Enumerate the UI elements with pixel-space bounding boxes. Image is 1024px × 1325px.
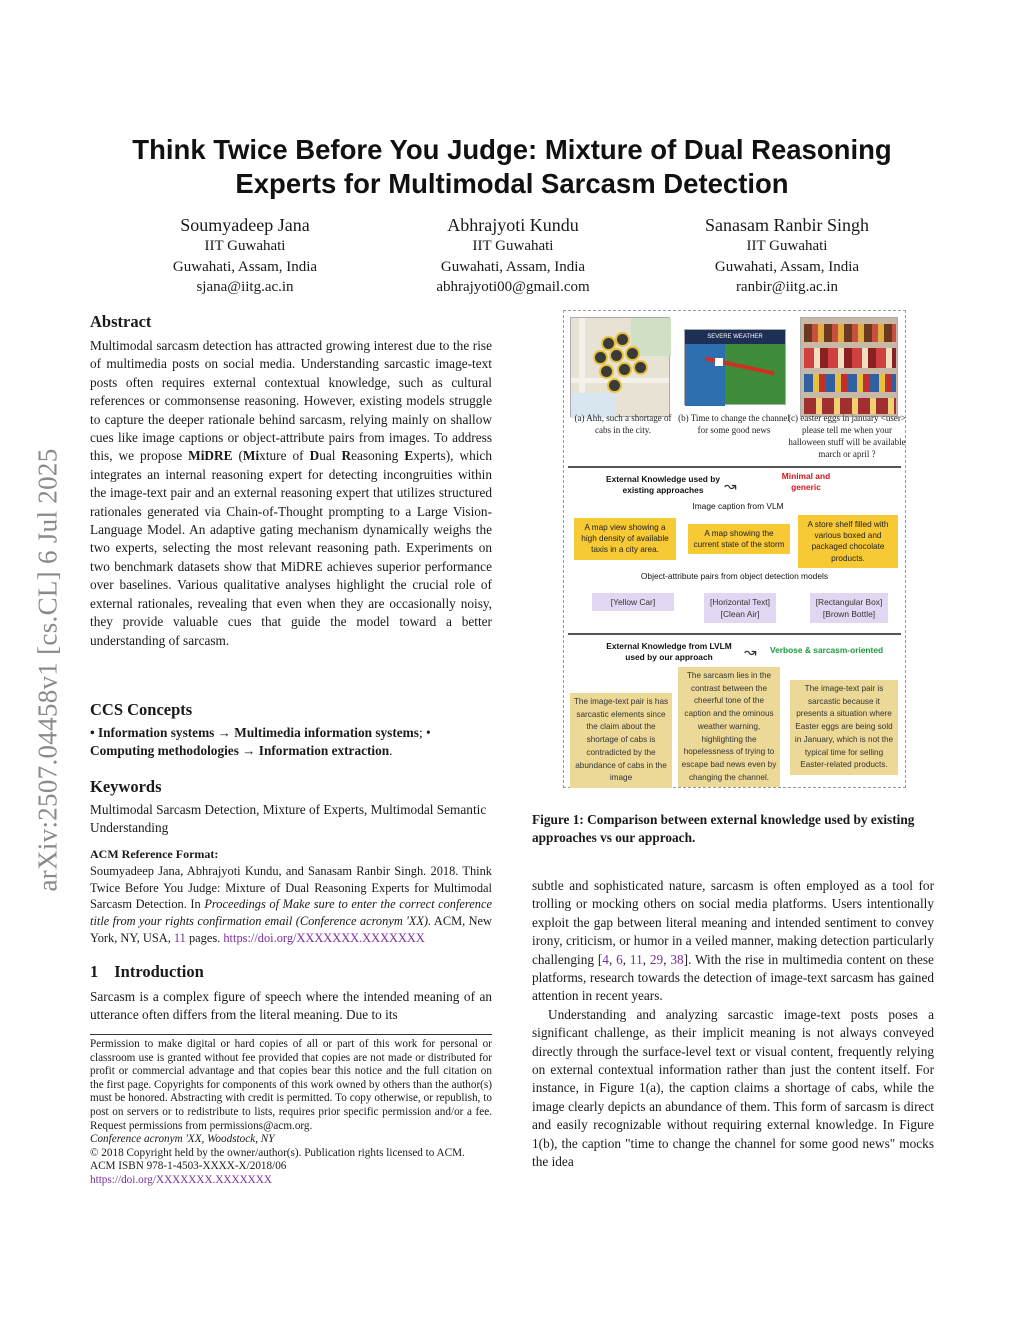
- permission-notice: Permission to make digital or hard copies of all or part of this work for personal or classroom use is granted without fee provided that copies are not made or distributed for profit or commercial advantage and that copies bear this notice and the full citation on the first page. Copyrights for components of this work owned by others than the author(s) must be honored. Abstracting with credit is permitted. To copy otherwise, or republish, to post on servers or to redistribute to lists, requires prior specific permission and/or a fee. Request permissions from permissions@acm.org.: [90, 1038, 492, 1132]
- curved-arrow-icon: ↝: [744, 643, 757, 661]
- intro-heading: 1 Introduction: [90, 962, 204, 981]
- ext-knowledge-label: External Knowledge used by existing approaches: [605, 474, 721, 495]
- image-c-shelf: [800, 317, 898, 417]
- author-affiliation: IIT Guwahati: [472, 238, 554, 254]
- author-email: abhrajyoti00@gmail.com: [436, 279, 590, 295]
- keywords-heading: Keywords: [90, 777, 162, 796]
- lvlm-rationale-c: The image-text pair is sarcastic because it presents a situation where Easter eggs are being sold in January, which is not the typical time for selling Easter-related products.: [790, 680, 898, 775]
- author-3: [657, 214, 917, 298]
- acm-ref-heading: ACM Reference Format:: [90, 847, 219, 861]
- image-b-weather: [684, 329, 786, 405]
- intro-continued: [532, 877, 934, 1172]
- citation-link[interactable]: 38: [670, 951, 684, 967]
- author-1: [115, 214, 375, 298]
- ccs-heading: CCS Concepts: [90, 700, 193, 719]
- verbose-label: Verbose & sarcasm-oriented: [770, 645, 884, 655]
- footnote-doi-link[interactable]: https://doi.org/XXXXXXX.XXXXXXX: [90, 1173, 272, 1186]
- title-line-1: Think Twice Before You Judge: Mixture of Dual Reasoning: [132, 134, 892, 165]
- keywords-text: Multimodal Sarcasm Detection, Mixture of Experts, Multimodal Semantic Understanding: [90, 802, 487, 836]
- pages-link[interactable]: 11: [173, 930, 186, 945]
- intro-text-left: Sarcasm is a complex figure of speech where the intended meaning of an utterance often differs from the literal meaning. Due to its: [90, 989, 492, 1023]
- footnote-rule: [90, 1034, 492, 1035]
- intro-para-2: Understanding and analyzing sarcastic image-text posts poses a significant challenge, as their implicit meaning is not always conveyed directly through the surface-level text or visual content, frequently relying on external contextual information rather than just the content itself. For instance, in Figure 1(a), the caption claims a shortage of cabs, while the image clearly depicts an abundance of them. This form of sarcasm is direct and easily recognizable without requiring external knowledge. In Figure 1(b), the caption "time to change the channel for some good news" mocks the idea: [532, 1006, 934, 1170]
- author-name: Abhrajyoti Kundu: [447, 215, 579, 235]
- object-attribute-label: Object-attribute pairs from object detection models: [640, 571, 829, 581]
- lvlm-rationale-a: The image-text pair is has sarcastic elements since the claim about the shortage of cabs is contradicted by the abundance of cabs in the image: [570, 693, 672, 788]
- acm-ref-text: Soumyadeep Jana, Abhrajyoti Kundu, and Sanasam Ranbir Singh. 2018. Think Twice Before You Judge: Mixture of Dual Reasoning Experts for Multimodal Sarcasm Detection. In Proceedings of Make sure to enter the correct conference title from your rights confirmation email (Conference acronym 'XX). ACM, New York, NY, USA, 11 pages. https://doi.org/XXXXXXX.XXXXXXX: [90, 863, 492, 945]
- intro-section: [90, 962, 492, 1025]
- curved-arrow-icon: ↝: [724, 477, 737, 495]
- figure-separator-1: [568, 466, 901, 468]
- arxiv-id: arXiv:2507.04458v1 [cs.CL] 6 Jul 2025: [32, 448, 63, 892]
- intro-para-1: subtle and sophisticated nature, sarcasm is often employed as a tool for trolling or mocking others on social media platforms. Users intentionally exploit the gap between literal meaning and intended sentiment to convey irony, criticism, or humor in a veiled manner, making detection particularly challenging [4, 6, 11, 29, 38]. With the rise in multimedia content on these platforms, research towards the detection of image-text sarcasm has gained attention in recent years.: [532, 878, 934, 1004]
- keywords-section: [90, 777, 492, 838]
- citation-link[interactable]: 29: [649, 951, 664, 967]
- abstract-heading: Abstract: [90, 312, 152, 331]
- author-location: Guwahati, Assam, India: [440, 258, 586, 275]
- figure-1: [563, 310, 906, 788]
- vlm-caption-a: A map view showing a high density of available taxis in a city area.: [574, 518, 676, 560]
- lvlm-rationale-b: The sarcasm lies in the contrast between the cheerful tone of the caption and the ominous weather warning, highlighting the hopelessness of trying to escape bad news even by changing the channel.: [678, 667, 780, 787]
- ccs-text: • Information systems → Multimedia information systems; • Computing methodologies → Information extraction.: [90, 725, 431, 759]
- caption-b: (b) Time to change the channel for some good news: [678, 413, 790, 435]
- author-name: Sanasam Ranbir Singh: [705, 215, 869, 235]
- author-2: [383, 214, 643, 298]
- tv-banner: SEVERE WEATHER: [685, 330, 785, 344]
- image-a-map: [570, 317, 670, 417]
- obj-pair-b: [Horizontal Text] [Clean Air]: [704, 593, 776, 623]
- author-affiliation: IIT Guwahati: [746, 238, 828, 254]
- author-email: sjana@iitg.ac.in: [196, 279, 294, 295]
- figure-1-caption: Figure 1: Comparison between external knowledge used by existing approaches vs our approach.: [532, 812, 915, 846]
- caption-c: (c) easter eggs in january <user> please tell me when your halloween stuff will be available march or april ?: [788, 413, 906, 459]
- vlm-caption-c: A store shelf filled with various boxed and packaged chocolate products.: [798, 515, 898, 568]
- caption-a: (a) Ahh, such a shortage of cabs in the city.: [574, 413, 672, 435]
- author-location: Guwahati, Assam, India: [172, 258, 318, 275]
- doi-link[interactable]: https://doi.org/XXXXXXX.XXXXXXX: [223, 930, 425, 945]
- abstract-text: Multimodal sarcasm detection has attracted growing interest due to the rise of multimedia posts on social media. Understanding sarcastic image-text posts often requires external contextual knowledge, such as cultural references or commonsense reasoning. However, existing models struggle to capture the deeper rationale behind sarcasm, relying mainly on shallow cues like image captions or object-attribute pairs from images. To address this, we propose MiDRE (Mixture of Dual Reasoning Experts), which integrates an internal reasoning expert for detecting incongruities within the image-text pair and an external reasoning expert that utilizes structured rationales generated via Chain-of-Thought prompting to a Large Vision-Language Model. An adaptive gating mechanism dynamically weighs the two experts, selecting the most relevant reasoning path. Experiments on two benchmark datasets show that MiDRE achieves superior performance over baselines. Various qualitative analyses highlight the crucial role of external rationales, revealing that even when they are occasionally noisy, they provide valuable cues that guide the model toward a better understanding of sarcasm.: [90, 338, 492, 648]
- author-email: ranbir@iitg.ac.in: [735, 279, 839, 295]
- footnote: [90, 1038, 492, 1188]
- author-affiliation: IIT Guwahati: [204, 238, 286, 254]
- arxiv-stamp: [26, 390, 70, 950]
- paper-title: [100, 133, 924, 201]
- author-name: Soumyadeep Jana: [180, 215, 310, 235]
- citation-link[interactable]: 4: [602, 951, 609, 967]
- author-location: Guwahati, Assam, India: [714, 258, 860, 275]
- isbn: ACM ISBN 978-1-4503-XXXX-X/2018/06: [90, 1160, 287, 1173]
- author-block: [115, 214, 915, 304]
- citation-link[interactable]: 11: [629, 951, 643, 967]
- ccs-section: [90, 700, 492, 761]
- obj-pair-c: [Rectangular Box] [Brown Bottle]: [810, 593, 888, 623]
- obj-pair-a: [Yellow Car]: [592, 593, 674, 611]
- abstract-section: [90, 312, 492, 650]
- figure-separator-2: [568, 633, 901, 635]
- citation-link[interactable]: 6: [616, 951, 623, 967]
- minimal-generic-label: Minimal and generic: [781, 471, 831, 492]
- lvlm-label: External Knowledge from LVLM used by our approach: [606, 641, 732, 662]
- vlm-label: Image caption from VLM: [692, 501, 784, 511]
- vlm-caption-b: A map showing the current state of the storm: [688, 524, 790, 554]
- copyright-notice: © 2018 Copyright held by the owner/author(s). Publication rights licensed to ACM.: [90, 1146, 465, 1159]
- conference-info: Conference acronym 'XX, Woodstock, NY: [90, 1133, 275, 1146]
- acm-reference: [90, 846, 492, 947]
- title-line-2: Experts for Multimodal Sarcasm Detection: [235, 168, 789, 199]
